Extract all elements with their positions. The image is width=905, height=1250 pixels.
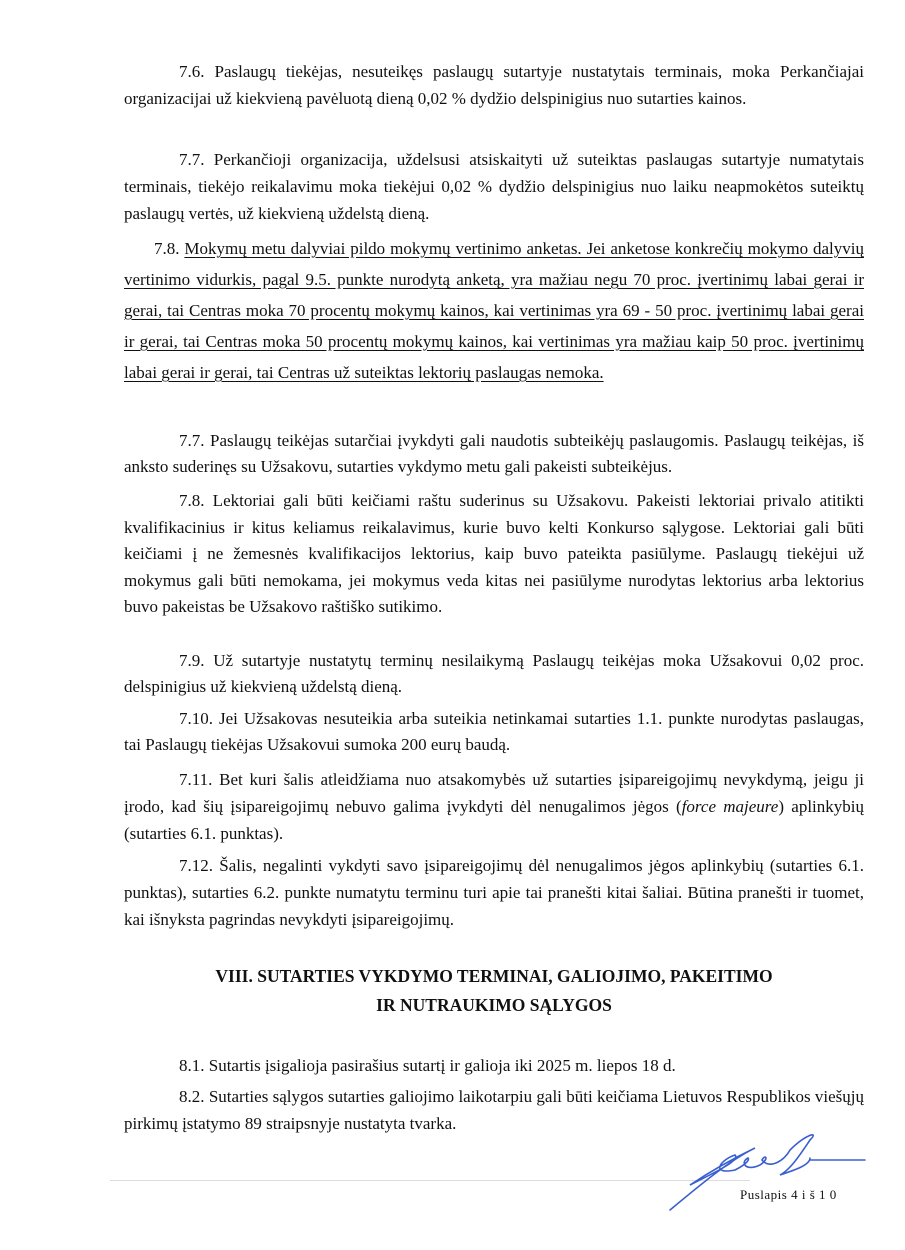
clause-7-10: 7.10. Jei Užsakovas nesuteikia arba suteikia netinkamai sutarties 1.1. punkte nurodytas paslaugas, tai Paslaugų tiekėjas Užsakovui sumoka 200 eurų baudą. xyxy=(124,709,864,754)
clause-7-12: 7.12. Šalis, negalinti vykdyti savo įsipareigojimų dėl nenugalimos jėgos aplinkybių (sutarties 6.1. punktas), sutarties 6.2. punkte numatytu terminu turi apie tai pranešti kitai šaliai. Būtina pranešti ir tuomet, kai išnyksta pagrindas nevykdyti įsipareigojimų. xyxy=(124,856,864,929)
text: 7.11. Bet kuri šalis atleidžiama nuo atsakomybės už sutarties įsipareigojimų nevykdymą, jeigu ji įrodo, kad šių įsipareigojimų nebuvo galima įvykdyti dėl nenugalimos jėgos ( xyxy=(124,770,864,816)
section-heading xyxy=(124,962,864,1020)
signature-icon xyxy=(660,1130,870,1220)
clause-8-1: 8.1. Sutartis įsigalioja pasirašius sutartį ir galioja iki 2025 m. liepos 18 d. xyxy=(179,1056,676,1075)
clause-7-8-lecturers: 7.8. Lektoriai gali būti keičiami raštu suderinus su Užsakovu. Pakeisti lektoriai privalo atitikti kvalifikacinius ir kitus keliamus reikalavimus, kurie buvo kelti Konkurso sąlygose. Lektoriai gali būti keičiami į ne žemesnės kvalifikacijos lektorius, kaip buvo pateikta pasiūlyme. Paslaugų tiekėjui už mokymus gali būti nemokama, jei mokymus veda kitas nei pasiūlyme nurodytas lektorius arba lektorius buvo pakeistas be Užsakovo raštiško sutikimo. xyxy=(124,491,864,616)
clause-7-7-subcontractors: 7.7. Paslaugų teikėjas sutarčiai įvykdyti gali naudotis subteikėjų paslaugomis. Paslaugų teikėjas, iš anksto suderinęs su Užsakovu, sutarties vykdymo metu gali pakeisti subteikėjus. xyxy=(124,431,864,476)
underlined-text: Mokymų metu dalyviai pildo mokymų vertinimo anketas. Jei anketose konkrečių mokymo dalyvių vertinimo vidurkis, pagal 9.5. punkte nurodytą anketą, yra mažiau negu 70 proc. įvertinimų labai gerai ir gerai, tai Centras moka 70 procentų mokymų kainos, kai vertinimas yra 69 - 50 proc. įvertinimų labai gerai ir gerai, tai Centras moka 50 procentų mokymų kainos, kai vertinimas yra mažiau kaip 50 proc. įvertinimų labai gerai ir gerai, tai Centras už suteiktas lektorių paslaugas nemoka. xyxy=(124,239,864,382)
clause-7-9: 7.9. Už sutartyje nustatytų terminų nesilaikymą Paslaugų teikėjas moka Užsakovui 0,02 proc. delspinigius už kiekvieną uždelstą dieną. xyxy=(124,651,864,696)
heading-line-2: IR NUTRAUKIMO SĄLYGOS xyxy=(376,995,612,1015)
clause-7-7-payment-delay: 7.7. Perkančioji organizacija, uždelsusi atsiskaityti už suteiktas paslaugas sutartyje numatytais terminais, tiekėjo reikalavimu moka tiekėjui 0,02 % dydžio delspinigius nuo laiku neapmokėtos suteiktų paslaugų vertės, už kiekvieną uždelstą dieną. xyxy=(124,150,864,223)
clause-7-6: 7.6. Paslaugų tiekėjas, nesuteikęs paslaugų sutartyje nustatytais terminais, moka Perkančiajai organizacijai už kiekvieną pavėluotą dieną 0,02 % dydžio delspinigius nuo sutarties kainos. xyxy=(124,62,864,108)
italic-text: force majeure xyxy=(681,797,779,816)
clause-7-8-training-evaluation xyxy=(124,233,864,388)
footer-divider xyxy=(110,1180,750,1181)
text: ) aplinkybių (sutarties 6.1. punktas). xyxy=(124,797,864,843)
clause-7-11 xyxy=(124,766,864,847)
page-number: Puslapis 4 i š 1 0 xyxy=(740,1187,837,1202)
clause-8-2: 8.2. Sutarties sąlygos sutarties galiojimo laikotarpiu gali būti keičiama Lietuvos Respublikos viešųjų pirkimų įstatymo 89 straipsnyje nustatyta tvarka. xyxy=(124,1087,864,1133)
clause-number: 7.8. xyxy=(154,239,180,258)
heading-line-1: VIII. SUTARTIES VYKDYMO TERMINAI, GALIOJIMO, PAKEITIMO xyxy=(215,966,773,986)
